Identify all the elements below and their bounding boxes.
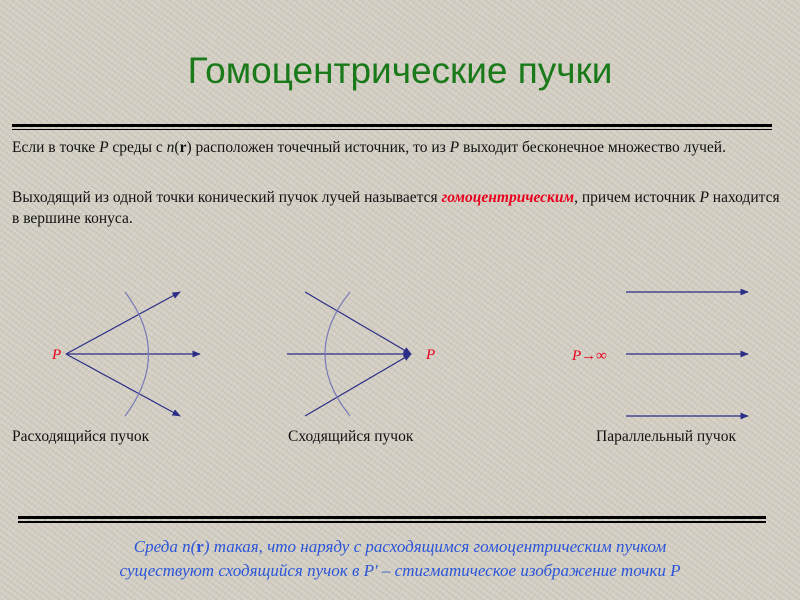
ray-down (305, 354, 411, 416)
paren: ( (190, 537, 197, 556)
text-span: Выходящий из одной точки конический пучок лучей называется (12, 189, 442, 206)
caption-parallel: Параллельный пучок (596, 428, 736, 445)
text-span: выходит бесконечное множество лучей. (459, 139, 726, 156)
ray-down (66, 354, 180, 416)
highlight-term: гомоцентрическим (441, 189, 575, 206)
page-title: Гомоцентрические пучки (187, 50, 613, 91)
text-span: Если в точке (12, 139, 100, 156)
text-span: такая, что наряду с расходящимся гомоцентрическим пучком (209, 537, 667, 556)
parallel-beam (571, 292, 748, 416)
label-p-infinity: P→∞ (572, 348, 607, 364)
symbol-p: P (449, 139, 460, 156)
caption-converging: Сходящийся пучок (288, 428, 414, 445)
symbol-n: n (182, 537, 191, 556)
converging-beam (287, 292, 435, 416)
text-span: среды с (108, 139, 167, 156)
paragraph-homocentric (12, 187, 782, 229)
symbol-p: P (699, 189, 709, 206)
symbol-r: r (179, 139, 187, 156)
text-span: Среда (133, 537, 183, 556)
text-span: расположен точечный источник, то из (191, 139, 450, 156)
symbol-p: P (99, 139, 109, 156)
paren: ) (203, 537, 210, 556)
diverging-beam (51, 292, 200, 416)
symbol-n: n (166, 139, 175, 156)
conclusion-text (0, 535, 800, 583)
ray-up (66, 292, 180, 354)
top-divider (12, 124, 772, 130)
label-p-diverging: P (52, 347, 62, 363)
symbol-r: r (196, 537, 204, 556)
conclusion-line-1 (0, 535, 800, 559)
paren: ) (186, 139, 192, 156)
text-span: , причем источник (574, 189, 700, 206)
label-p-converging: P (426, 347, 436, 363)
conclusion-line-2: существуют сходящийся пучок в P′ – стигматическое изображение точки P (119, 561, 681, 580)
paragraph-definition (12, 137, 782, 158)
paren: ( (174, 139, 180, 156)
beam-diagrams (0, 280, 800, 430)
bottom-divider (18, 516, 766, 523)
caption-diverging: Расходящийся пучок (12, 428, 150, 445)
ray-up (305, 292, 411, 354)
text-span: находится в вершине конуса. (12, 189, 780, 227)
